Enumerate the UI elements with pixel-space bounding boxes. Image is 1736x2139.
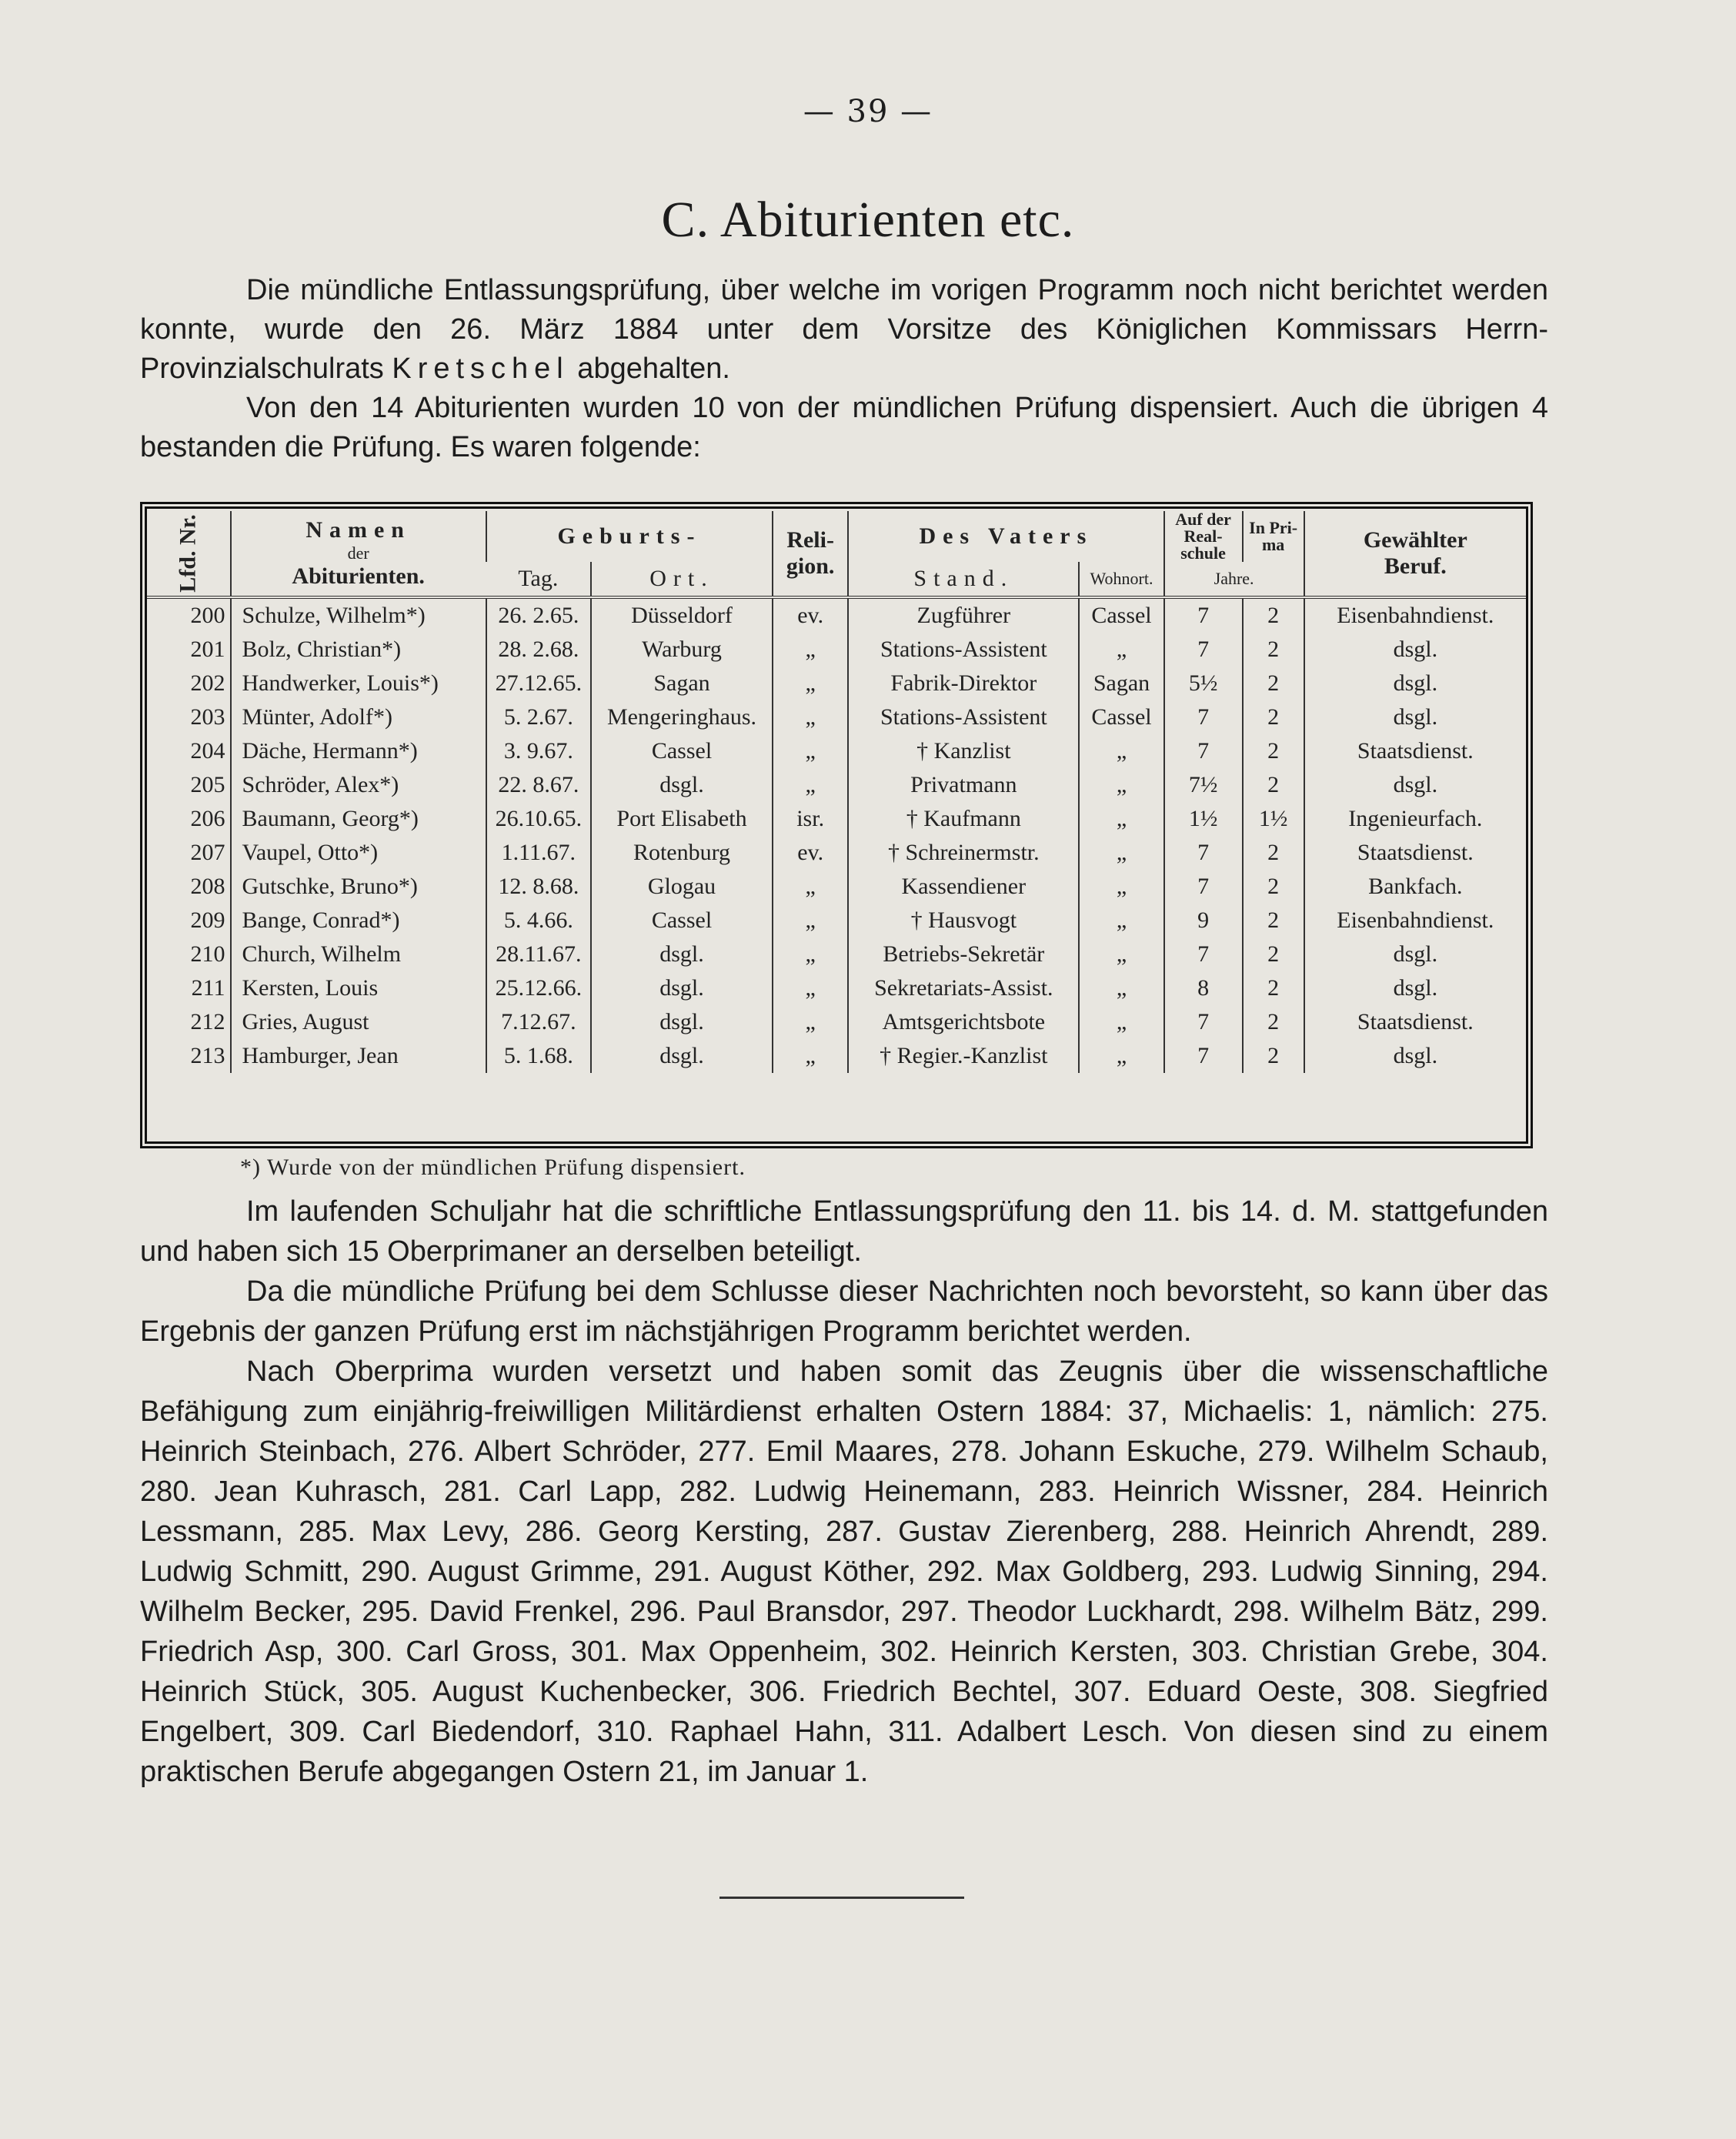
cell-nr: 200 (190, 603, 225, 628)
cell-religion: „ (773, 667, 848, 700)
cell-tag: 1.11.67. (486, 836, 591, 870)
cell-prima-jahre: 2 (1243, 597, 1304, 633)
cell-ort: dsgl. (591, 937, 773, 971)
cell-religion: ev. (773, 597, 848, 633)
col-header-jahre: Jahre. (1164, 562, 1304, 597)
cell-religion: isr. (773, 802, 848, 836)
cell-religion: „ (773, 700, 848, 734)
cell-stand: † Kaufmann (848, 802, 1079, 836)
cell-prima-jahre: 2 (1243, 700, 1304, 734)
cell-prima-jahre: 2 (1243, 836, 1304, 870)
cell-tag: 26. 2.65. (486, 597, 591, 633)
cell-ort: Sagan (591, 667, 773, 700)
cell-religion: „ (773, 971, 848, 1005)
col-header-ort: Ort. (591, 562, 773, 597)
cell-wohnort: „ (1079, 904, 1163, 937)
cell-stand: Amtsgerichtsbote (848, 1005, 1079, 1039)
cell-tag: 27.12.65. (486, 667, 591, 700)
cell-ort: dsgl. (591, 768, 773, 802)
cell-beruf: Staatsdienst. (1304, 734, 1526, 768)
col-header-prima: In Pri- ma (1243, 511, 1304, 562)
cell-wohnort: „ (1079, 768, 1163, 802)
cell-name: Vaupel, Otto*) (231, 836, 486, 870)
table-row (147, 971, 1526, 1005)
cell-realschule-jahre: 7 (1164, 870, 1243, 904)
cell-prima-jahre: 2 (1243, 1039, 1304, 1073)
cell-realschule-jahre: 7 (1164, 1039, 1243, 1073)
cell-beruf: dsgl. (1304, 971, 1526, 1005)
table-row (147, 1005, 1526, 1039)
cell-stand: Zugführer (848, 597, 1079, 633)
cell-beruf: dsgl. (1304, 633, 1526, 667)
cell-ort: Port Elisabeth (591, 802, 773, 836)
cell-nr: 207 (190, 840, 225, 865)
col-header-realschule: Auf der Real- schule (1164, 511, 1243, 562)
abiturienten-table (147, 511, 1526, 1073)
cell-wohnort: „ (1079, 1005, 1163, 1039)
cell-beruf: Ingenieurfach. (1304, 802, 1526, 836)
intro-text (140, 271, 1548, 467)
table-row (147, 734, 1526, 768)
table-row (147, 768, 1526, 802)
cell-tag: 7.12.67. (486, 1005, 591, 1039)
table-row (147, 836, 1526, 870)
table-row (147, 870, 1526, 904)
cell-beruf: Eisenbahndienst. (1304, 597, 1526, 633)
cell-ort: Cassel (591, 904, 773, 937)
cell-tag: 28. 2.68. (486, 633, 591, 667)
cell-religion: „ (773, 633, 848, 667)
table-row (147, 700, 1526, 734)
cell-nr: 208 (190, 874, 225, 899)
col-header-beruf: Gewählter Beruf. (1304, 511, 1526, 597)
cell-realschule-jahre: 7 (1164, 700, 1243, 734)
cell-name: Münter, Adolf*) (231, 700, 486, 734)
cell-tag: 5. 1.68. (486, 1039, 591, 1073)
table-row (147, 597, 1526, 633)
cell-ort: Glogau (591, 870, 773, 904)
cell-wohnort: „ (1079, 1039, 1163, 1073)
cell-beruf: Bankfach. (1304, 870, 1526, 904)
cell-tag: 12. 8.68. (486, 870, 591, 904)
body-paragraph-2: Da die mündliche Prüfung bei dem Schlusse dieser Nachrichten noch bevorsteht, so kann über das Ergebnis der ganzen Prüfung erst im nächstjährigen Programm berichtet werden. (140, 1275, 1548, 1348)
cell-stand: † Schreinermstr. (848, 836, 1079, 870)
closing-rule (719, 1897, 964, 1899)
cell-name: Handwerker, Louis*) (231, 667, 486, 700)
cell-tag: 28.11.67. (486, 937, 591, 971)
cell-wohnort: „ (1079, 734, 1163, 768)
cell-prima-jahre: 2 (1243, 633, 1304, 667)
cell-ort: dsgl. (591, 1005, 773, 1039)
col-header-namen: Namen der Abiturienten. (231, 511, 486, 597)
col-header-religion: Reli- gion. (773, 511, 848, 597)
cell-prima-jahre: 2 (1243, 768, 1304, 802)
table-row (147, 1039, 1526, 1073)
cell-nr: 210 (190, 941, 225, 967)
cell-tag: 3. 9.67. (486, 734, 591, 768)
cell-ort: Warburg (591, 633, 773, 667)
cell-nr: 202 (190, 670, 225, 696)
cell-beruf: dsgl. (1304, 700, 1526, 734)
cell-stand: Stations-Assistent (848, 633, 1079, 667)
cell-tag: 26.10.65. (486, 802, 591, 836)
table-row (147, 937, 1526, 971)
cell-name: Bolz, Christian*) (231, 633, 486, 667)
cell-tag: 25.12.66. (486, 971, 591, 1005)
cell-religion: „ (773, 904, 848, 937)
cell-realschule-jahre: 7 (1164, 633, 1243, 667)
cell-prima-jahre: 2 (1243, 870, 1304, 904)
body-text (140, 1191, 1548, 1792)
cell-stand: † Kanzlist (848, 734, 1079, 768)
cell-tag: 22. 8.67. (486, 768, 591, 802)
cell-realschule-jahre: 5½ (1164, 667, 1243, 700)
cell-stand: † Regier.-Kanzlist (848, 1039, 1079, 1073)
cell-nr: 204 (190, 738, 225, 764)
cell-name: Hamburger, Jean (231, 1039, 486, 1073)
cell-stand: Sekretariats-Assist. (848, 971, 1079, 1005)
cell-name: Gutschke, Bruno*) (231, 870, 486, 904)
cell-realschule-jahre: 7 (1164, 836, 1243, 870)
body-paragraph-3: Nach Oberprima wurden versetzt und haben somit das Zeugnis über die wissenschaftliche Befähigung zum einjährig-freiwilligen Militärdienst erhalten Ostern 1884: 37, Michaelis: 1, nämlich: 275. Heinrich Steinbach, 276. Albert Schröder, 277. Emil Maares, 278. Johann Eskuche, 279. Wilhelm Schaub, 280. Jean Kuhrasch, 281. Carl Lapp, 282. Ludwig Heinemann, 283. Heinrich Wissner, 284. Heinrich Lessmann, 285. Max Levy, 286. Georg Kersting, 287. Gustav Zierenberg, 288. Heinrich Ahrendt, 289. Ludwig Schmitt, 290. August Grimme, 291. August Köther, 292. Max Goldberg, 293. Ludwig Sinning, 294. Wilhelm Becker, 295. David Frenkel, 296. Paul Bransdor, 297. Theodor Luckhardt, 298. Wilhelm Bätz, 299. Friedrich Asp, 300. Carl Gross, 301. Max Oppenheim, 302. Heinrich Kersten, 303. Christian Grebe, 304. Heinrich Stück, 305. August Kuchenbecker, 306. Friedrich Bechtel, 307. Eduard Oeste, 308. Siegfried Engelbert, 309. Carl Biedendorf, 310. Raphael Hahn, 311. Adalbert Lesch. Von diesen sind zu einem praktischen Berufe abgegangen Ostern 21, im Januar 1. (140, 1355, 1548, 1788)
cell-realschule-jahre: 7 (1164, 734, 1243, 768)
cell-wohnort: „ (1079, 937, 1163, 971)
cell-wohnort: „ (1079, 836, 1163, 870)
cell-nr: 213 (190, 1043, 225, 1068)
intro-paragraph-2: Von den 14 Abiturienten wurden 10 von der mündlichen Prüfung dispensiert. Auch die übrigen 4 bestanden die Prüfung. Es waren folgende: (140, 392, 1548, 463)
cell-name: Baumann, Georg*) (231, 802, 486, 836)
cell-name: Däche, Hermann*) (231, 734, 486, 768)
cell-wohnort: „ (1079, 802, 1163, 836)
cell-prima-jahre: 2 (1243, 1005, 1304, 1039)
cell-nr: 212 (190, 1009, 225, 1034)
table-row (147, 802, 1526, 836)
cell-beruf: Eisenbahndienst. (1304, 904, 1526, 937)
cell-ort: Rotenburg (591, 836, 773, 870)
cell-name: Schulze, Wilhelm*) (231, 597, 486, 633)
col-header-stand: Stand. (848, 562, 1079, 597)
cell-wohnort: Sagan (1079, 667, 1163, 700)
cell-ort: Cassel (591, 734, 773, 768)
cell-ort: Mengeringhaus. (591, 700, 773, 734)
commissioner-name: Kretschel (392, 353, 569, 385)
cell-prima-jahre: 2 (1243, 937, 1304, 971)
cell-nr: 203 (190, 704, 225, 730)
cell-ort: dsgl. (591, 1039, 773, 1073)
cell-name: Schröder, Alex*) (231, 768, 486, 802)
cell-stand: Privatmann (848, 768, 1079, 802)
col-header-wohnort: Wohnort. (1079, 562, 1163, 597)
cell-name: Kersten, Louis (231, 971, 486, 1005)
cell-wohnort: „ (1079, 971, 1163, 1005)
cell-religion: „ (773, 937, 848, 971)
cell-stand: Kassendiener (848, 870, 1079, 904)
cell-stand: Stations-Assistent (848, 700, 1079, 734)
body-paragraph-1: Im laufenden Schuljahr hat die schriftliche Entlassungsprüfung den 11. bis 14. d. M. stattgefunden und haben sich 15 Oberprimaner an derselben beteiligt. (140, 1195, 1548, 1268)
cell-nr: 201 (190, 637, 225, 662)
cell-nr: 205 (190, 772, 225, 797)
cell-religion: ev. (773, 836, 848, 870)
cell-stand: Fabrik-Direktor (848, 667, 1079, 700)
cell-religion: „ (773, 1039, 848, 1073)
cell-wohnort: Cassel (1079, 700, 1163, 734)
cell-wohnort: „ (1079, 633, 1163, 667)
cell-prima-jahre: 2 (1243, 667, 1304, 700)
cell-realschule-jahre: 9 (1164, 904, 1243, 937)
cell-nr: 211 (191, 975, 225, 1001)
cell-realschule-jahre: 7 (1164, 597, 1243, 633)
cell-prima-jahre: 1½ (1243, 802, 1304, 836)
cell-beruf: Staatsdienst. (1304, 836, 1526, 870)
table-row (147, 904, 1526, 937)
cell-nr: 209 (190, 907, 225, 933)
cell-religion: „ (773, 1005, 848, 1039)
section-heading: C. Abiturienten etc. (661, 192, 1075, 248)
cell-tag: 5. 4.66. (486, 904, 591, 937)
cell-tag: 5. 2.67. (486, 700, 591, 734)
cell-realschule-jahre: 8 (1164, 971, 1243, 1005)
cell-realschule-jahre: 7 (1164, 937, 1243, 971)
cell-prima-jahre: 2 (1243, 971, 1304, 1005)
cell-prima-jahre: 2 (1243, 734, 1304, 768)
col-header-lfd-nr: Lfd. Nr. (175, 514, 201, 593)
page-number: — 39 — (803, 94, 933, 129)
cell-beruf: dsgl. (1304, 1039, 1526, 1073)
cell-wohnort: Cassel (1079, 597, 1163, 633)
col-header-tag: Tag. (518, 566, 559, 591)
table-row (147, 667, 1526, 700)
cell-realschule-jahre: 7½ (1164, 768, 1243, 802)
cell-wohnort: „ (1079, 870, 1163, 904)
table-body (147, 597, 1526, 1073)
cell-religion: „ (773, 870, 848, 904)
cell-beruf: Staatsdienst. (1304, 1005, 1526, 1039)
col-header-geburts: Geburts- (486, 511, 773, 562)
cell-religion: „ (773, 734, 848, 768)
table-footnote: *) Wurde von der mündlichen Prüfung dispensiert. (240, 1155, 746, 1180)
cell-beruf: dsgl. (1304, 937, 1526, 971)
col-header-des-vaters: Des Vaters (848, 511, 1163, 562)
cell-prima-jahre: 2 (1243, 904, 1304, 937)
cell-stand: Betriebs-Sekretär (848, 937, 1079, 971)
cell-ort: dsgl. (591, 971, 773, 1005)
cell-name: Gries, August (231, 1005, 486, 1039)
cell-beruf: dsgl. (1304, 667, 1526, 700)
intro-paragraph-1: Die mündliche Entlassungsprüfung, über welche im vorigen Programm noch nicht berichtet werden konnte, wurde den 26. März 1884 unter dem Vorsitze des Königlichen Kommissars Herrn- Provinzialschulrats Kretschel abgehalten. (140, 274, 1548, 385)
cell-name: Church, Wilhelm (231, 937, 486, 971)
cell-realschule-jahre: 1½ (1164, 802, 1243, 836)
cell-religion: „ (773, 768, 848, 802)
table-row (147, 633, 1526, 667)
cell-ort: Düsseldorf (591, 597, 773, 633)
cell-nr: 206 (190, 806, 225, 831)
cell-realschule-jahre: 7 (1164, 1005, 1243, 1039)
cell-stand: † Hausvogt (848, 904, 1079, 937)
cell-beruf: dsgl. (1304, 768, 1526, 802)
cell-name: Bange, Conrad*) (231, 904, 486, 937)
